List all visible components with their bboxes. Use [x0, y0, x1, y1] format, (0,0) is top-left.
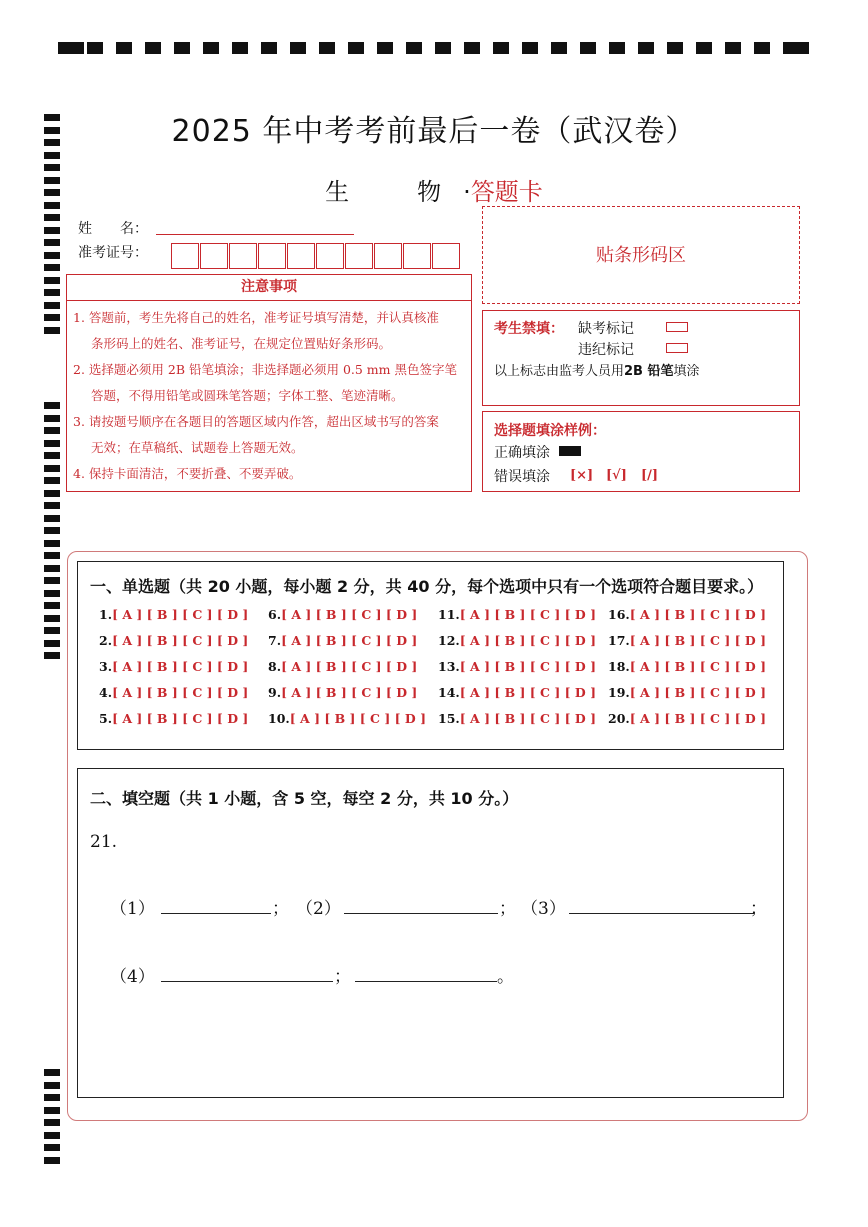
wrong-fill-label: 错误填涂: [494, 469, 550, 485]
timing-mark: [44, 302, 60, 309]
question-number: 18.: [608, 659, 630, 674]
violation-mark-box[interactable]: [666, 343, 688, 353]
blank-5-line[interactable]: [355, 981, 497, 982]
option-bubbles[interactable]: [ A ] [ B ] [ C ] [ D ]: [629, 685, 766, 700]
choice-row[interactable]: [268, 607, 417, 622]
subtitle-dot: ·: [463, 178, 471, 206]
subject-name: 生 物: [325, 178, 464, 206]
choice-row[interactable]: [608, 685, 766, 700]
id-label: 准考证号：: [78, 245, 148, 261]
timing-mark: [667, 42, 683, 54]
timing-mark: [44, 515, 60, 522]
option-bubbles[interactable]: [ A ] [ B ] [ C ] [ D ]: [629, 633, 766, 648]
timing-mark: [44, 590, 60, 597]
option-bubbles[interactable]: [ A ] [ B ] [ C ] [ D ]: [289, 711, 426, 726]
choice-row[interactable]: [99, 607, 248, 622]
blank-1-label: （1）: [110, 899, 155, 919]
timing-mark: [44, 527, 60, 534]
option-bubbles[interactable]: [ A ] [ B ] [ C ] [ D ]: [459, 633, 596, 648]
notes-divider: [66, 300, 472, 301]
timing-mark: [464, 42, 480, 54]
id-digit-cell[interactable]: [171, 243, 199, 269]
wrong-mark-2: [√]: [606, 468, 627, 483]
timing-mark: [44, 252, 60, 259]
timing-mark: [44, 239, 60, 246]
card-label: 答题卡: [470, 178, 543, 206]
question-number: 14.: [438, 685, 460, 700]
choice-row[interactable]: [608, 633, 766, 648]
barcode-label: 贴条形码区: [596, 245, 686, 266]
question-number: 10.: [268, 711, 290, 726]
timing-mark: [44, 440, 60, 447]
note-line-5: 3. 请按题号顺序在各题目的答题区域内作答，超出区域书写的答案: [73, 414, 439, 429]
exam-subtitle: [0, 172, 868, 207]
barcode-area: [482, 206, 800, 304]
choice-row[interactable]: [438, 607, 596, 622]
choice-row[interactable]: [99, 633, 248, 648]
prohibited-note-bold: 2B 铅笔: [624, 364, 674, 379]
question-number: 16.: [608, 607, 630, 622]
wrong-mark-3: [/]: [641, 468, 659, 483]
timing-mark: [44, 477, 60, 484]
timing-mark: [783, 42, 809, 54]
timing-mark: [44, 264, 60, 271]
timing-mark: [348, 42, 364, 54]
timing-mark: [261, 42, 277, 54]
id-digit-cell[interactable]: [403, 243, 431, 269]
section2-box: [77, 768, 784, 1098]
question-number: 6.: [268, 607, 282, 622]
timing-mark: [754, 42, 770, 54]
timing-mark: [145, 42, 161, 54]
timing-mark: [44, 540, 60, 547]
note-line-6: 无效；在草稿纸、试题卷上答题无效。: [91, 440, 304, 455]
question-number: 7.: [268, 633, 282, 648]
timing-mark: [290, 42, 306, 54]
option-bubbles[interactable]: [ A ] [ B ] [ C ] [ D ]: [629, 607, 766, 622]
option-bubbles[interactable]: [ A ] [ B ] [ C ] [ D ]: [459, 685, 596, 700]
choice-row[interactable]: [268, 711, 426, 726]
question-number: 2.: [99, 633, 113, 648]
timing-mark: [522, 42, 538, 54]
timing-mark: [406, 42, 422, 54]
question-number: 8.: [268, 659, 282, 674]
timing-mark: [696, 42, 712, 54]
blank-4-line[interactable]: [161, 981, 333, 982]
absent-label: 缺考标记: [578, 321, 634, 337]
question-number: 13.: [438, 659, 460, 674]
timing-mark: [44, 1157, 60, 1164]
option-bubbles[interactable]: [ A ] [ B ] [ C ] [ D ]: [112, 607, 249, 622]
timing-mark: [44, 552, 60, 559]
timing-mark: [44, 577, 60, 584]
option-bubbles[interactable]: [ A ] [ B ] [ C ] [ D ]: [112, 711, 249, 726]
section1-title: 一、单选题（共 20 小题，每小题 2 分，共 40 分，每个选项中只有一个选项符合题目要求。）: [90, 577, 764, 596]
prohibited-note: [494, 360, 700, 379]
sample-label: 选择题填涂样例：: [494, 423, 606, 439]
timing-mark: [44, 402, 60, 409]
choice-row[interactable]: [268, 659, 417, 674]
blank-1-sep: ；: [272, 899, 289, 919]
timing-mark: [435, 42, 451, 54]
timing-mark: [44, 502, 60, 509]
option-bubbles[interactable]: [ A ] [ B ] [ C ] [ D ]: [112, 685, 249, 700]
timing-mark: [44, 427, 60, 434]
timing-mark: [44, 452, 60, 459]
timing-mark: [44, 615, 60, 622]
section2-title: 二、填空题（共 1 小题，含 5 空，每空 2 分，共 10 分。）: [90, 789, 519, 808]
timing-mark: [44, 1082, 60, 1089]
timing-mark: [44, 1107, 60, 1114]
option-bubbles[interactable]: [ A ] [ B ] [ C ] [ D ]: [629, 711, 766, 726]
notes-heading: 注意事项: [241, 279, 297, 295]
note-line-7: 4. 保持卡面清洁，不要折叠、不要弄破。: [73, 466, 302, 481]
timing-mark: [44, 1144, 60, 1151]
timing-mark: [44, 465, 60, 472]
correct-fill-sample: [559, 446, 581, 456]
timing-mark: [44, 289, 60, 296]
option-bubbles[interactable]: [ A ] [ B ] [ C ] [ D ]: [459, 711, 596, 726]
id-digit-cell[interactable]: [200, 243, 228, 269]
wrong-mark-1: [×]: [570, 468, 594, 483]
option-bubbles[interactable]: [ A ] [ B ] [ C ] [ D ]: [629, 659, 766, 674]
id-digit-cell[interactable]: [316, 243, 344, 269]
choice-row[interactable]: [268, 685, 417, 700]
timing-mark: [44, 627, 60, 634]
timing-mark: [44, 1132, 60, 1139]
timing-mark: [44, 214, 60, 221]
option-bubbles[interactable]: [ A ] [ B ] [ C ] [ D ]: [281, 633, 418, 648]
timing-mark: [44, 277, 60, 284]
id-digit-cell[interactable]: [345, 243, 373, 269]
question-number: 12.: [438, 633, 460, 648]
choice-row[interactable]: [438, 685, 596, 700]
question-number: 3.: [99, 659, 113, 674]
timing-mark: [44, 1094, 60, 1101]
blank-3-line[interactable]: [569, 913, 754, 914]
question-number: 11.: [438, 607, 460, 622]
note-line-4: 答题，不得用铅笔或圆珠笔答题；字体工整、笔迹清晰。: [91, 388, 404, 403]
choice-row[interactable]: [99, 685, 248, 700]
timing-mark: [44, 565, 60, 572]
id-digit-cell[interactable]: [432, 243, 460, 269]
correct-fill-label: 正确填涂: [494, 445, 550, 461]
choice-row[interactable]: [268, 633, 417, 648]
blank-2-label: （2）: [296, 899, 341, 919]
question-number: 17.: [608, 633, 630, 648]
timing-mark: [725, 42, 741, 54]
question-number: 15.: [438, 711, 460, 726]
timing-mark: [580, 42, 596, 54]
blank-3-label: （3）: [521, 899, 566, 919]
blank-3-sep: ；: [750, 899, 767, 919]
timing-mark: [174, 42, 190, 54]
choice-row[interactable]: [438, 633, 596, 648]
option-bubbles[interactable]: [ A ] [ B ] [ C ] [ D ]: [459, 607, 596, 622]
option-bubbles[interactable]: [ A ] [ B ] [ C ] [ D ]: [112, 659, 249, 674]
choice-row[interactable]: [438, 711, 596, 726]
timing-mark: [44, 602, 60, 609]
option-bubbles[interactable]: [ A ] [ B ] [ C ] [ D ]: [281, 685, 418, 700]
timing-mark: [44, 640, 60, 647]
timing-mark: [551, 42, 567, 54]
timing-mark: [232, 42, 248, 54]
timing-mark: [377, 42, 393, 54]
id-digit-cell[interactable]: [374, 243, 402, 269]
timing-mark: [44, 652, 60, 659]
option-bubbles[interactable]: [ A ] [ B ] [ C ] [ D ]: [281, 607, 418, 622]
choice-row[interactable]: [99, 659, 248, 674]
timing-mark: [44, 1069, 60, 1076]
timing-mark: [44, 327, 60, 334]
timing-mark: [44, 314, 60, 321]
id-digit-cell[interactable]: [287, 243, 315, 269]
timing-mark: [44, 1119, 60, 1126]
timing-mark: [44, 152, 60, 159]
choice-row[interactable]: [608, 711, 766, 726]
timing-mark: [44, 164, 60, 171]
timing-mark: [58, 42, 84, 54]
prohibited-note-prefix: 以上标志由监考人员用: [494, 364, 625, 379]
choice-row[interactable]: [99, 711, 248, 726]
prohibited-note-suffix: 填涂: [673, 364, 700, 379]
note-line-3: 2. 选择题必须用 2B 铅笔填涂；非选择题必须用 0.5 mm 黑色签字笔: [73, 362, 457, 377]
prohibited-label: 考生禁填：: [494, 321, 564, 337]
notes-box: [66, 274, 472, 492]
option-bubbles[interactable]: [ A ] [ B ] [ C ] [ D ]: [459, 659, 596, 674]
timing-mark: [609, 42, 625, 54]
choice-row[interactable]: [608, 659, 766, 674]
question-number: 19.: [608, 685, 630, 700]
absent-mark-box[interactable]: [666, 322, 688, 332]
timing-mark: [493, 42, 509, 54]
timing-mark: [319, 42, 335, 54]
option-bubbles[interactable]: [ A ] [ B ] [ C ] [ D ]: [281, 659, 418, 674]
id-digit-cell[interactable]: [258, 243, 286, 269]
name-label: 姓 名：: [78, 221, 148, 237]
blank-5-end: 。: [497, 967, 514, 987]
question-number: 1.: [99, 607, 113, 622]
blank-4-label: （4）: [110, 967, 155, 987]
timing-mark: [87, 42, 103, 54]
question-number: 4.: [99, 685, 113, 700]
exam-title: 2025 年中考考前最后一卷（武汉卷）: [171, 114, 697, 149]
blank-1-line[interactable]: [161, 913, 271, 914]
timing-mark: [203, 42, 219, 54]
timing-mark: [44, 415, 60, 422]
question-number: 9.: [268, 685, 282, 700]
choice-row[interactable]: [608, 607, 766, 622]
name-field[interactable]: [156, 234, 354, 235]
question-number: 20.: [608, 711, 630, 726]
timing-mark: [116, 42, 132, 54]
id-digit-cell[interactable]: [229, 243, 257, 269]
question-21-number: 21.: [90, 832, 118, 852]
timing-mark: [638, 42, 654, 54]
blank-2-sep: ；: [499, 899, 516, 919]
note-line-1: 1. 答题前，考生先将自己的姓名，准考证号填写清楚，并认真核准: [73, 310, 439, 325]
choice-row[interactable]: [438, 659, 596, 674]
violation-label: 违纪标记: [578, 342, 634, 358]
note-line-2: 条形码上的姓名、准考证号，在规定位置贴好条形码。: [91, 336, 392, 351]
option-bubbles[interactable]: [ A ] [ B ] [ C ] [ D ]: [112, 633, 249, 648]
blank-2-line[interactable]: [344, 913, 498, 914]
timing-mark: [44, 227, 60, 234]
timing-mark: [44, 490, 60, 497]
question-number: 5.: [99, 711, 113, 726]
blank-4-sep: ；: [334, 967, 351, 987]
